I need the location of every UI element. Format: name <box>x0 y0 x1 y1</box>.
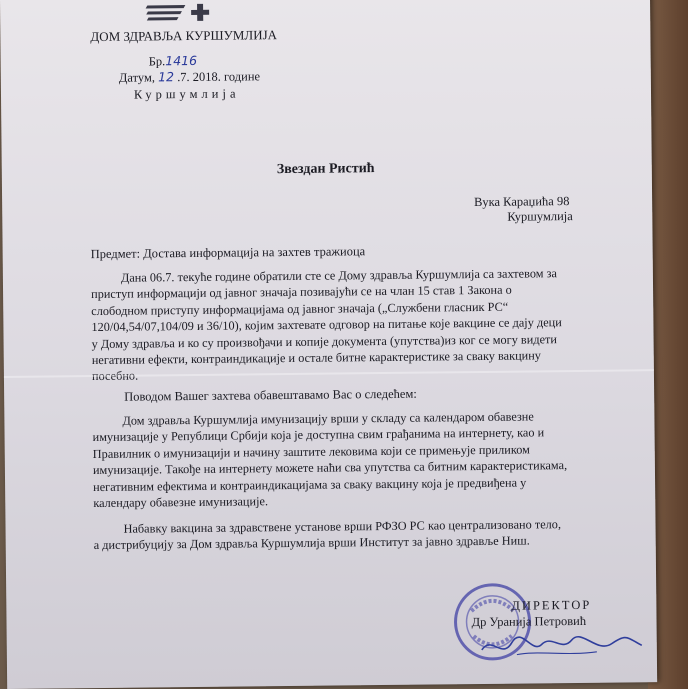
paragraph-notice: Поводом Вашег захтева обавештавамо Вас о следећем: <box>124 386 417 404</box>
recipient-name: Звездан Ристић <box>276 161 375 178</box>
recipient-street: Вука Караџића 98 <box>474 194 570 210</box>
director-name: Др Ураниjа Петровић <box>471 613 587 630</box>
institution-name: ДОМ ЗДРАВЉА КУРШУМЛИЈА <box>90 27 278 45</box>
city-spaced: Куршумлија <box>133 86 240 102</box>
handwritten-signature <box>477 623 647 665</box>
paragraph-immunization: Дом здравља Куршумлија имунизацију врши у складу са календаром обавезне имунизације у Републици Србији која је доступна свим грађанима на интернету, као и Правилник о имунизацији и начину заштите лековима који се примењује приликом имунизације. Такође на интернету можете наћи сва упутства са битним карактеристикама, негативним ефектима и контраиндикацијама за сваку вакцину која је предвиђена у календару обавезне имунизације. <box>92 409 568 511</box>
reference-number: Бр.1416 <box>148 52 198 69</box>
paragraph-procurement: Набавку вакцина за здравствене установе врши РФЗО РС као централизовано тело, а дистрибуцију за Дом здравља Куршумлија врши Институт за јавно здравље Ниш. <box>93 517 562 553</box>
subject-line: Предмет: Достава информација на захтев тражиоца <box>90 244 366 262</box>
date-line: Датум, 12 .7. 2018. године <box>118 69 261 85</box>
recipient-city: Куршумлија <box>507 209 573 224</box>
director-title: ДИРЕКТОР <box>511 597 592 613</box>
paragraph-intro: Дана 06.7. текуће године обратили сте се Дому здравља Куршумлија са захтевом за приступ информацији од јавног значаја позивајући се на члан 15 став 1 Закона о слободном приступу информацијама од јавног значаја („Службени гласник РС“ 120/04,54/07,104/09 и 36/10), којим захтевате одговор на питање које вакцине се дају деци у Дому здравља и ко су произвођачи и копије документа (упутства)из ког се могу видети негативни ефекти, контраиндикације и остале битне карактеристике за сваку вакцину посебно. <box>91 266 562 384</box>
health-center-logo <box>145 2 213 25</box>
